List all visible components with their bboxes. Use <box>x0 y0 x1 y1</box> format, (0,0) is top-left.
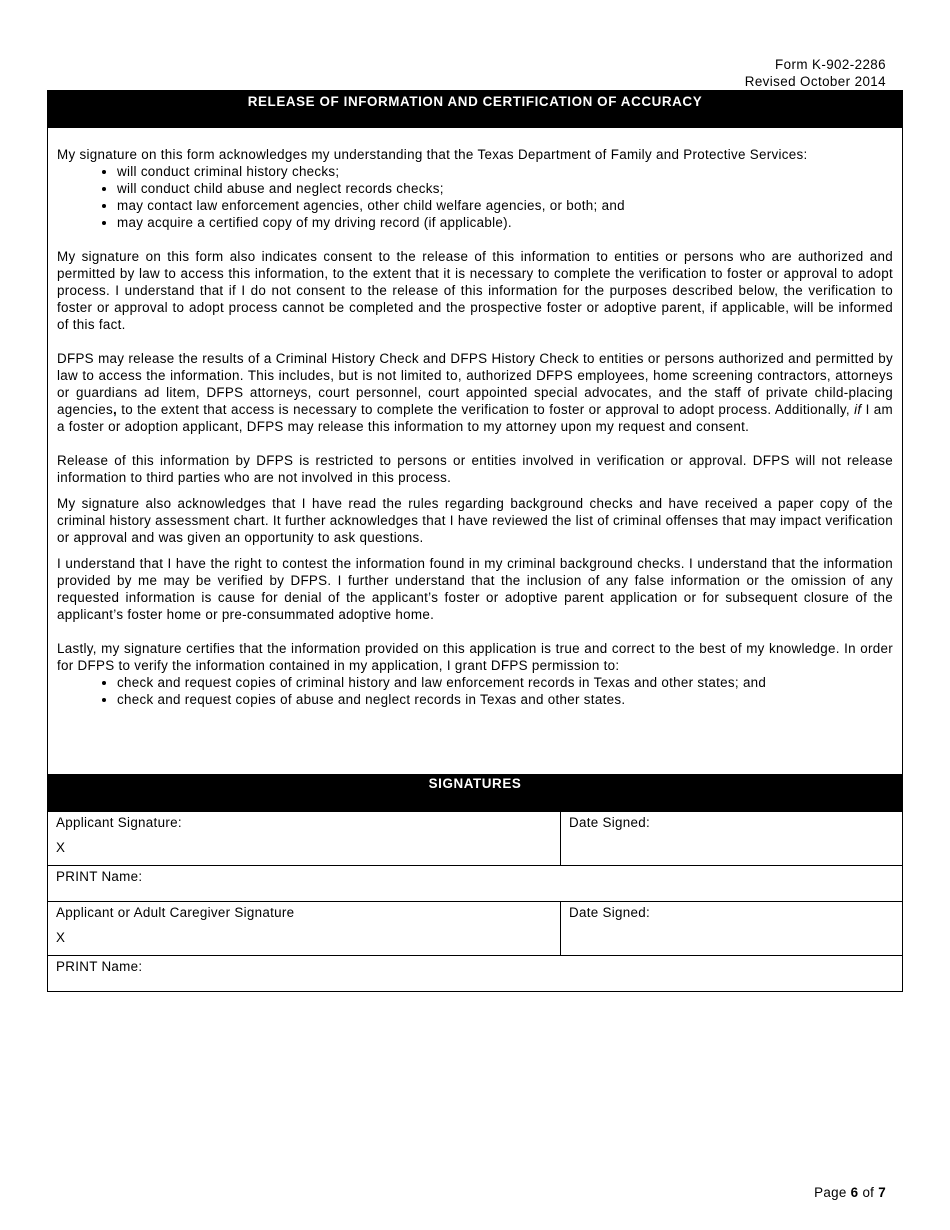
release-body <box>48 128 902 708</box>
consent-paragraph: My signature on this form also indicates consent to the release of this information to entities or persons who are authorized and permitted by law to access this information, to the extent that it is necessary to complete the verification to foster or approval to adopt process. I understand that if I do not consent to the release of this information for the purposes described below, the verification to foster or approval to adopt process cannot be completed and the prospective foster or adoptive parent, if applicable, will be informed of this fact. <box>57 249 893 332</box>
list-item: • will conduct criminal history checks; <box>117 163 893 180</box>
form-meta <box>745 56 886 90</box>
date-signed-label: Date Signed: <box>569 905 651 920</box>
list-item: • check and request copies of criminal history and law enforcement records in Texas and other states; and <box>117 674 893 691</box>
revision-date: Revised October 2014 <box>744 74 886 89</box>
intro-bullet-list <box>57 163 893 231</box>
certification-paragraph: Lastly, my signature certifies that the information provided on this application is true and correct to the best of my knowledge. In order for DFPS to verify the information contained in my application, I grant DFPS permission to: <box>57 641 893 673</box>
dfps-release-text-b: to the extent that access is necessary to complete the verification to foster or approval to adopt process. Additionally, <box>117 402 855 417</box>
applicant-signature-field[interactable] <box>48 812 561 866</box>
caregiver-date-field[interactable] <box>561 902 903 956</box>
applicant-print-name-field[interactable] <box>48 866 902 902</box>
table-row <box>48 812 902 866</box>
dfps-release-text-a: DFPS may release the results of a Criminal History Check and DFPS History Check to entities or persons authorized and permitted by law to access the information. This includes, but is not limited to, authorized DFPS employees, home screening contractors, attorneys or guardians ad litem, DFPS attorneys, court personnel, court appointed special advocates, and the staff of private child-placing agencies <box>57 351 893 417</box>
rules-paragraph: My signature also acknowledges that I have read the rules regarding background checks and have received a paper copy of the criminal history assessment chart. It further acknowledges that I have reviewed the list of criminal offenses that may impact verification or approval and was given an opportunity to ask questions. <box>57 496 894 545</box>
list-item: • check and request copies of abuse and neglect records in Texas and other states. <box>117 691 893 708</box>
dfps-release-paragraph <box>57 350 893 435</box>
restricted-paragraph: Release of this information by DFPS is restricted to persons or entities involved in verification or approval. DFPS will not release information to third parties who are not involved in this process. <box>57 453 893 485</box>
section-title-signatures: SIGNATURES <box>48 774 902 811</box>
list-item: • may contact law enforcement agencies, other child welfare agencies, or both; and <box>117 197 893 214</box>
list-item: • will conduct child abuse and neglect records checks; <box>117 180 893 197</box>
applicant-date-field[interactable] <box>561 812 903 866</box>
dfps-release-italic-if: if <box>854 402 862 417</box>
form-number: Form K-902-2286 <box>775 57 886 72</box>
applicant-signature-label: Applicant Signature: <box>56 815 182 830</box>
total-pages: 7 <box>878 1185 886 1200</box>
contest-paragraph: I understand that I have the right to contest the information found in my criminal background checks. I understand that the information provided by me may be verified by DFPS. I further understand that the inclusion of any false information or the omission of any requested information is cause for denial of the applicant’s foster or adoptive parent application or for subsequent closure of the applicant’s foster home or pre-consummated adoptive home. <box>57 556 893 622</box>
print-name-label: PRINT Name: <box>56 869 143 884</box>
table-row <box>48 956 902 992</box>
intro-paragraph: My signature on this form acknowledges my understanding that the Texas Department of Family and Protective Services: <box>57 147 808 162</box>
dfps-release-text-c: I am a foster or adoption applicant, DFPS may release this information to my attorney upon my request and consent. <box>57 402 893 434</box>
dfps-release-bold-comma: , <box>113 402 118 417</box>
signature-mark: X <box>56 840 66 855</box>
list-item: • may acquire a certified copy of my driving record (if applicable). <box>117 214 893 231</box>
page-number: Page 6 of 7 <box>814 1185 886 1200</box>
section-title-release: RELEASE OF INFORMATION AND CERTIFICATION OF ACCURACY <box>48 91 902 128</box>
table-row <box>48 902 902 956</box>
print-name-label: PRINT Name: <box>56 959 143 974</box>
signature-table <box>48 811 902 991</box>
signatures-section <box>48 774 902 991</box>
permission-bullet-list <box>57 674 893 708</box>
release-form <box>47 90 903 992</box>
current-page: 6 <box>850 1185 859 1200</box>
caregiver-print-name-field[interactable] <box>48 956 902 992</box>
date-signed-label: Date Signed: <box>569 815 651 830</box>
caregiver-signature-label: Applicant or Adult Caregiver Signature <box>56 905 295 920</box>
caregiver-signature-field[interactable] <box>48 902 561 956</box>
table-row <box>48 866 902 902</box>
signature-mark: X <box>56 930 66 945</box>
